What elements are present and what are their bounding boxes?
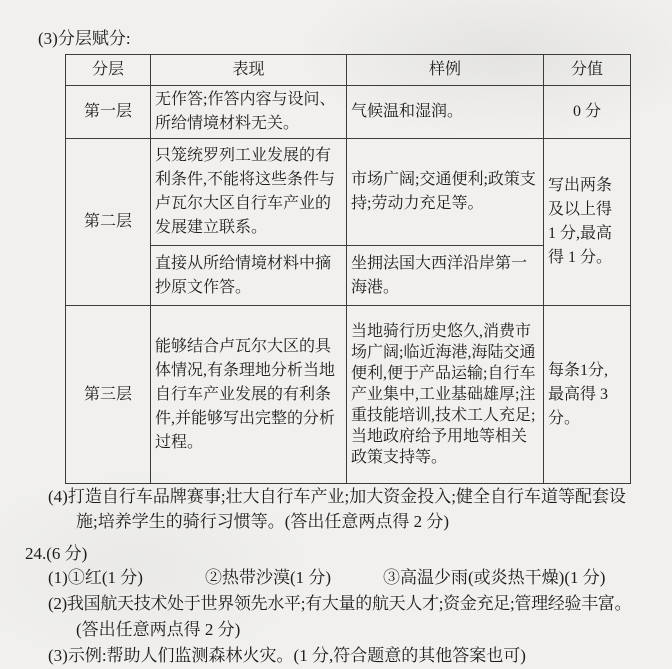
column-header-layer: 分层 (66, 55, 151, 86)
layer2-example-b-cell: 坐拥法国大西洋沿岸第一海港。 (347, 246, 544, 306)
answer-item4-line1: (4)打造自行车品牌赛事;壮大自行车产业;加大资金投入;健全自行车道等配套设 (48, 487, 626, 506)
layer3-score-cell (544, 306, 631, 484)
layer1-label-cell: 第一层 (66, 86, 151, 139)
layer2-score-text: 写出两条及以上得 1 分,最高得 1 分。 (548, 177, 613, 266)
scoring-rubric-table (65, 54, 631, 484)
rubric-row-layer1 (66, 86, 631, 139)
answer-24-2-line1: (2)我国航天技术处于世界领先水平;有大量的航天人才;资金充足;管理经验丰富。 (48, 594, 632, 613)
layer2-label-cell: 第二层 (66, 139, 151, 306)
answer-24-1-part2: ②热带沙漠(1 分) (205, 568, 332, 587)
rubric-row-layer2a (66, 139, 631, 246)
layer2-performance-a-cell: 只笼统罗列工业发展的有利条件,不能将这些条件与卢瓦尔大区自行车产业的发展建立联系。 (151, 139, 347, 246)
column-header-example: 样例 (347, 55, 544, 86)
column-header-performance: 表现 (151, 55, 347, 86)
layer3-score-text: 每条1分,最高得 3 分。 (548, 361, 609, 427)
question-24-heading: 24.(6 分) (25, 544, 88, 563)
section-3-heading: (3)分层赋分: (38, 29, 131, 48)
layer3-label-cell: 第三层 (66, 306, 151, 484)
layer3-example-cell: 当地骑行历史悠久,消费市场广阔;临近海港,海陆交通便利,便于产品运输;自行车产业集中,工业基础雄厚;注重技能培训,技术工人充足;当地政府给予用地等相关政策支持等。 (347, 306, 544, 484)
layer2-example-a-cell: 市场广阔;交通便利;政策支持;劳动力充足等。 (347, 139, 544, 246)
column-header-score: 分值 (544, 55, 631, 86)
layer1-performance-cell: 无作答;作答内容与设问、所给情境材料无关。 (151, 86, 347, 139)
rubric-header-row (66, 55, 631, 86)
rubric-row-layer3 (66, 306, 631, 484)
answer-24-1-part3: ③高温少雨(或炎热干燥)(1 分) (383, 568, 606, 587)
layer3-performance-cell: 能够结合卢瓦尔大区的具体情况,有条理地分析当地自行车产业发展的有利条件,并能够写出完整的分析过程。 (151, 306, 347, 484)
layer1-score-cell: 0 分 (544, 86, 631, 139)
answer-24-3-line: (3)示例:帮助人们监测森林火灾。(1 分,符合题意的其他答案也可) (48, 646, 526, 665)
layer2-score-cell (544, 139, 631, 306)
answer-24-2-line2: (答出任意两点得 2 分) (76, 620, 241, 639)
layer2-performance-b-cell: 直接从所给情境材料中摘抄原文作答。 (151, 246, 347, 306)
layer1-example-cell: 气候温和湿润。 (347, 86, 544, 139)
answer-24-1-part1: (1)①红(1 分) (48, 568, 143, 587)
answer-item4-line2: 施;培养学生的骑行习惯等。(答出任意两点得 2 分) (76, 512, 450, 531)
